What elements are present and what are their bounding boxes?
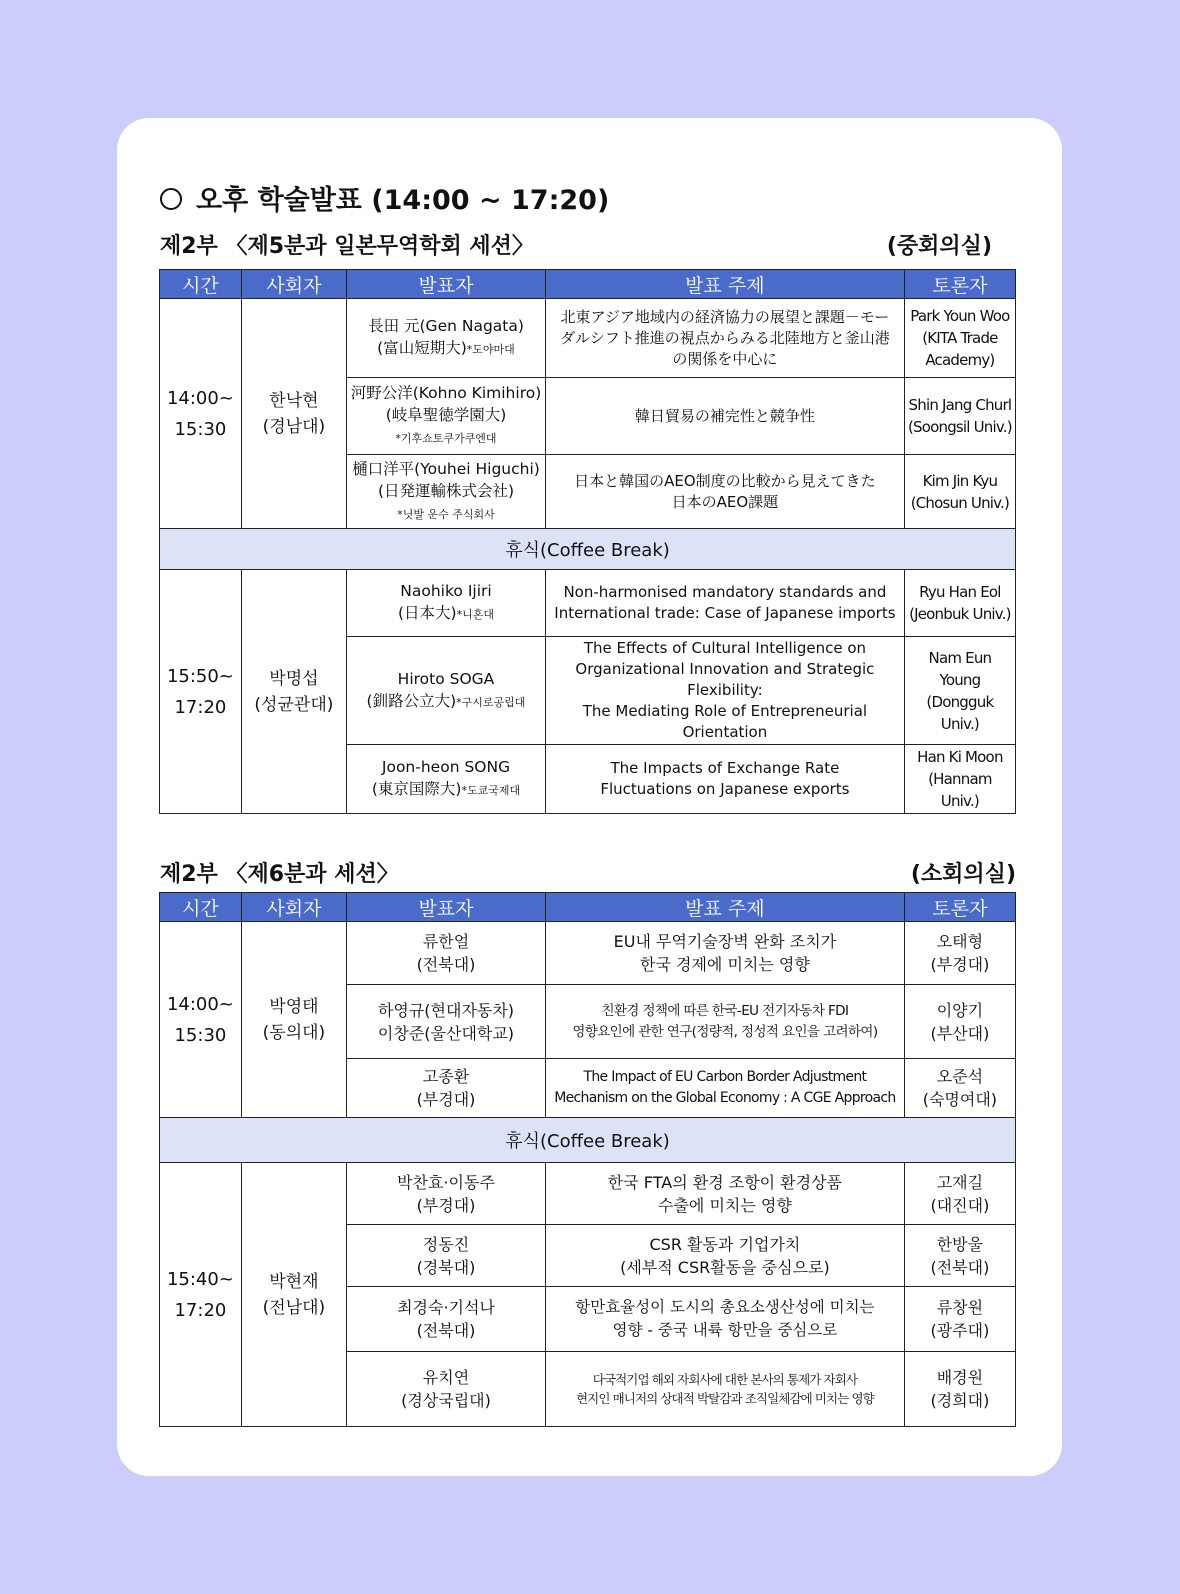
topic-cell: The Impacts of Exchange Rate Fluctuations on Japanese exports: [546, 745, 905, 814]
section2-room: (소회의실): [910, 862, 1016, 887]
break-row: [160, 1118, 1016, 1163]
presenter-cell: 유치연 (경상국립대): [346, 1352, 545, 1427]
main-title: 오후 학술발표 (14:00 ~ 17:20): [160, 178, 609, 217]
table-row: [160, 1163, 1016, 1225]
table-row: [160, 922, 1016, 985]
topic-cell: 다국적기업 해외 자회사에 대한 본사의 통제가 자회사 현지인 매니저의 상대적 박탈감과 조직일체감에 미치는 영향: [546, 1352, 905, 1427]
presenter-cell: Joon-heon SONG (東京国際大)*도쿄국제대: [346, 745, 545, 814]
table-row: [160, 299, 1016, 378]
table-header-row: [160, 893, 1016, 922]
presenter-cell: 정동진 (경북대): [346, 1225, 545, 1287]
topic-cell: Non-harmonised mandatory standards and International trade: Case of Japanese imports: [546, 570, 905, 637]
topic-cell: 韓日貿易の補完性と競争性: [546, 378, 905, 455]
presenter-cell: 河野公洋(Kohno Kimihiro) (岐阜聖徳学園大) *기후쇼토쿠가쿠엔대: [346, 378, 545, 455]
session6-table: [159, 892, 1016, 1427]
time-cell: 14:00~ 15:30: [160, 299, 242, 529]
circle-icon: [160, 188, 182, 210]
presenter-cell: Naohiko Ijiri (日本大)*니혼대: [346, 570, 545, 637]
discussant-cell: 이양기 (부산대): [904, 985, 1015, 1059]
chair-cell: 박명섭 (성균관대): [241, 570, 346, 814]
chair-cell: 박영태 (동의대): [241, 922, 346, 1118]
presenter-cell: 박찬효·이동주 (부경대): [346, 1163, 545, 1225]
presenter-cell: 고종환 (부경대): [346, 1059, 545, 1118]
topic-cell: 친환경 정책에 따른 한국-EU 전기자동차 FDI 영향요인에 관한 연구(정량적, 정성적 요인을 고려하여): [546, 985, 905, 1059]
session5-table: [159, 269, 1016, 814]
topic-cell: The Effects of Cultural Intelligence on Organizational Innovation and Strategic Flexibility: The Mediating Role of Entrepreneurial Orientation: [546, 637, 905, 745]
presenter-cell: Hiroto SOGA (釧路公立大)*구시로공립대: [346, 637, 545, 745]
topic-cell: EU내 무역기술장벽 완화 조치가 한국 경제에 미치는 영향: [546, 922, 905, 985]
discussant-cell: 오태형 (부경대): [904, 922, 1015, 985]
time-cell: 15:40~ 17:20: [160, 1163, 242, 1427]
section1-title: 제2부 〈제5분과 일본무역학회 세션〉: [160, 234, 534, 259]
discussant-cell: 오준석 (숙명여대): [904, 1059, 1015, 1118]
section2-title: 제2부 〈제6분과 세션〉: [160, 862, 399, 887]
chair-cell: 한낙현 (경남대): [241, 299, 346, 529]
presenter-cell: 樋口洋平(Youhei Higuchi) (日発運輸株式会社) *닛발 운수 주식회사: [346, 455, 545, 529]
topic-cell: 항만효율성이 도시의 총요소생산성에 미치는 영향 - 중국 내륙 항만을 중심으로: [546, 1287, 905, 1352]
break-row: [160, 529, 1016, 570]
discussant-cell: Shin Jang Churl (Soongsil Univ.): [904, 378, 1015, 455]
topic-cell: 한국 FTA의 환경 조항이 환경상품 수출에 미치는 영향: [546, 1163, 905, 1225]
header-time: 시간: [160, 893, 242, 922]
discussant-cell: Nam Eun Young (Dongguk Univ.): [904, 637, 1015, 745]
presenter-cell: 하영규(현대자동차) 이창준(울산대학교): [346, 985, 545, 1059]
coffee-break-label: 휴식(Coffee Break): [160, 1118, 1016, 1163]
chair-cell: 박현재 (전남대): [241, 1163, 346, 1427]
discussant-cell: Kim Jin Kyu (Chosun Univ.): [904, 455, 1015, 529]
presenter-cell: 최경숙·기석나 (전북대): [346, 1287, 545, 1352]
discussant-cell: 한방울 (전북대): [904, 1225, 1015, 1287]
presenter-cell: 류한얼 (전북대): [346, 922, 545, 985]
header-discussant: 토론자: [904, 270, 1015, 299]
header-chair: 사회자: [241, 893, 346, 922]
header-presenter: 발표자: [346, 270, 545, 299]
discussant-cell: 배경원 (경희대): [904, 1352, 1015, 1427]
coffee-break-label: 휴식(Coffee Break): [160, 529, 1016, 570]
table-row: [160, 570, 1016, 637]
time-cell: 15:50~ 17:20: [160, 570, 242, 814]
topic-cell: The Impact of EU Carbon Border Adjustment Mechanism on the Global Economy : A CGE Approach: [546, 1059, 905, 1118]
discussant-cell: Ryu Han Eol (Jeonbuk Univ.): [904, 570, 1015, 637]
topic-cell: CSR 활동과 기업가치 (세부적 CSR활동을 중심으로): [546, 1225, 905, 1287]
table-header-row: [160, 270, 1016, 299]
discussant-cell: Park Youn Woo (KITA Trade Academy): [904, 299, 1015, 378]
discussant-cell: 고재길 (대진대): [904, 1163, 1015, 1225]
header-presenter: 발표자: [346, 893, 545, 922]
header-chair: 사회자: [241, 270, 346, 299]
topic-cell: 日本と韓国のAEO制度の比較から見えてきた 日本のAEO課題: [546, 455, 905, 529]
section1-room: (중회의실): [886, 234, 992, 259]
discussant-cell: 류창원 (광주대): [904, 1287, 1015, 1352]
header-time: 시간: [160, 270, 242, 299]
topic-cell: 北東アジア地域内の経済協力の展望と課題－モー ダルシフト推進の視点からみる北陸地方と釜山港 の関係を中心に: [546, 299, 905, 378]
presenter-cell: 長田 元(Gen Nagata) (富山短期大)*도야마대: [346, 299, 545, 378]
header-discussant: 토론자: [904, 893, 1015, 922]
header-topic: 발표 주제: [546, 893, 905, 922]
time-cell: 14:00~ 15:30: [160, 922, 242, 1118]
discussant-cell: Han Ki Moon (Hannam Univ.): [904, 745, 1015, 814]
header-topic: 발표 주제: [546, 270, 905, 299]
